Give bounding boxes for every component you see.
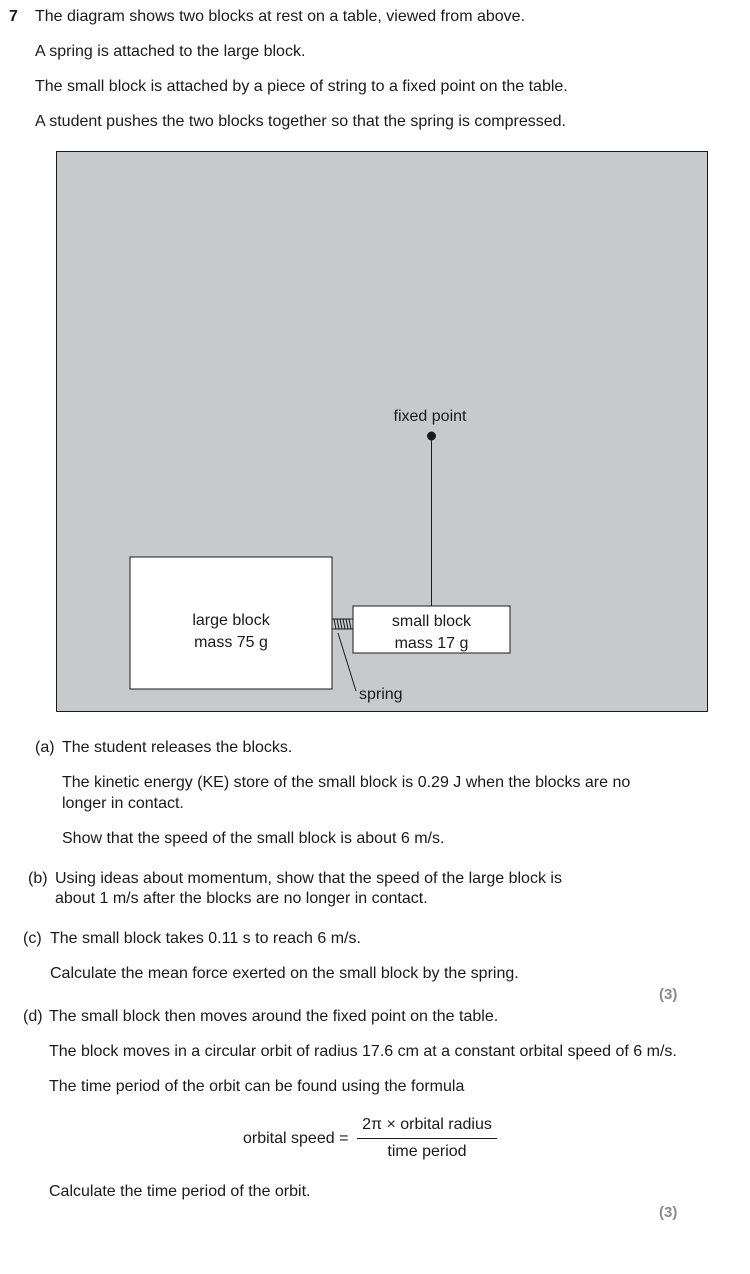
formula-lhs: orbital speed =	[243, 1130, 349, 1147]
part-d-text-1: The small block then moves around the fixed point on the table.	[49, 1008, 499, 1025]
part-d-text-3: The time period of the orbit can be found using the formula	[49, 1078, 465, 1095]
fixed-point-label: fixed point	[393, 408, 467, 425]
intro-line-2: A spring is attached to the large block.	[35, 43, 306, 60]
large-block-mass: mass 75 g	[194, 634, 268, 651]
part-a-text-2a: The kinetic energy (KE) store of the small block is 0.29 J when the blocks are no	[62, 774, 631, 791]
part-d-marks: (3)	[659, 1204, 678, 1221]
part-d-text-4: Calculate the time period of the orbit.	[49, 1183, 311, 1200]
part-b-text-1b: about 1 m/s after the blocks are no longer in contact.	[55, 890, 428, 907]
part-a-text-1: The student releases the blocks.	[62, 739, 293, 756]
part-c-label: (c)	[23, 930, 42, 947]
part-a-text-2b: longer in contact.	[62, 795, 184, 812]
part-d-text-2: The block moves in a circular orbit of radius 17.6 cm at a constant orbital speed of 6 m/s.	[49, 1043, 677, 1060]
formula-fraction	[357, 1115, 497, 1162]
part-a-label: (a)	[35, 739, 55, 756]
intro-line-3: The small block is attached by a piece of string to a fixed point on the table.	[35, 78, 568, 95]
formula-numerator: 2π × orbital radius	[357, 1115, 497, 1139]
small-block-label: small block	[391, 613, 472, 630]
question-number: 7	[9, 8, 18, 25]
part-c-text-2: Calculate the mean force exerted on the small block by the spring.	[50, 965, 519, 982]
small-block-mass: mass 17 g	[394, 635, 469, 652]
part-a-text-3: Show that the speed of the small block is about 6 m/s.	[62, 830, 445, 847]
intro-line-1: The diagram shows two blocks at rest on a table, viewed from above.	[35, 8, 526, 25]
large-block-label: large block	[192, 612, 270, 629]
spring-label: spring	[359, 686, 403, 703]
part-b-label: (b)	[28, 870, 48, 887]
intro-line-4: A student pushes the two blocks together so that the spring is compressed.	[35, 113, 566, 130]
formula-denominator: time period	[387, 1143, 467, 1160]
part-d-label: (d)	[23, 1008, 43, 1025]
part-b-text-1a: Using ideas about momentum, show that the speed of the large block is	[55, 870, 562, 887]
part-c-text-1: The small block takes 0.11 s to reach 6 m/s.	[50, 930, 361, 947]
fixed-point-dot	[427, 432, 436, 441]
part-c-marks: (3)	[659, 986, 678, 1003]
blocks-diagram	[56, 151, 708, 712]
